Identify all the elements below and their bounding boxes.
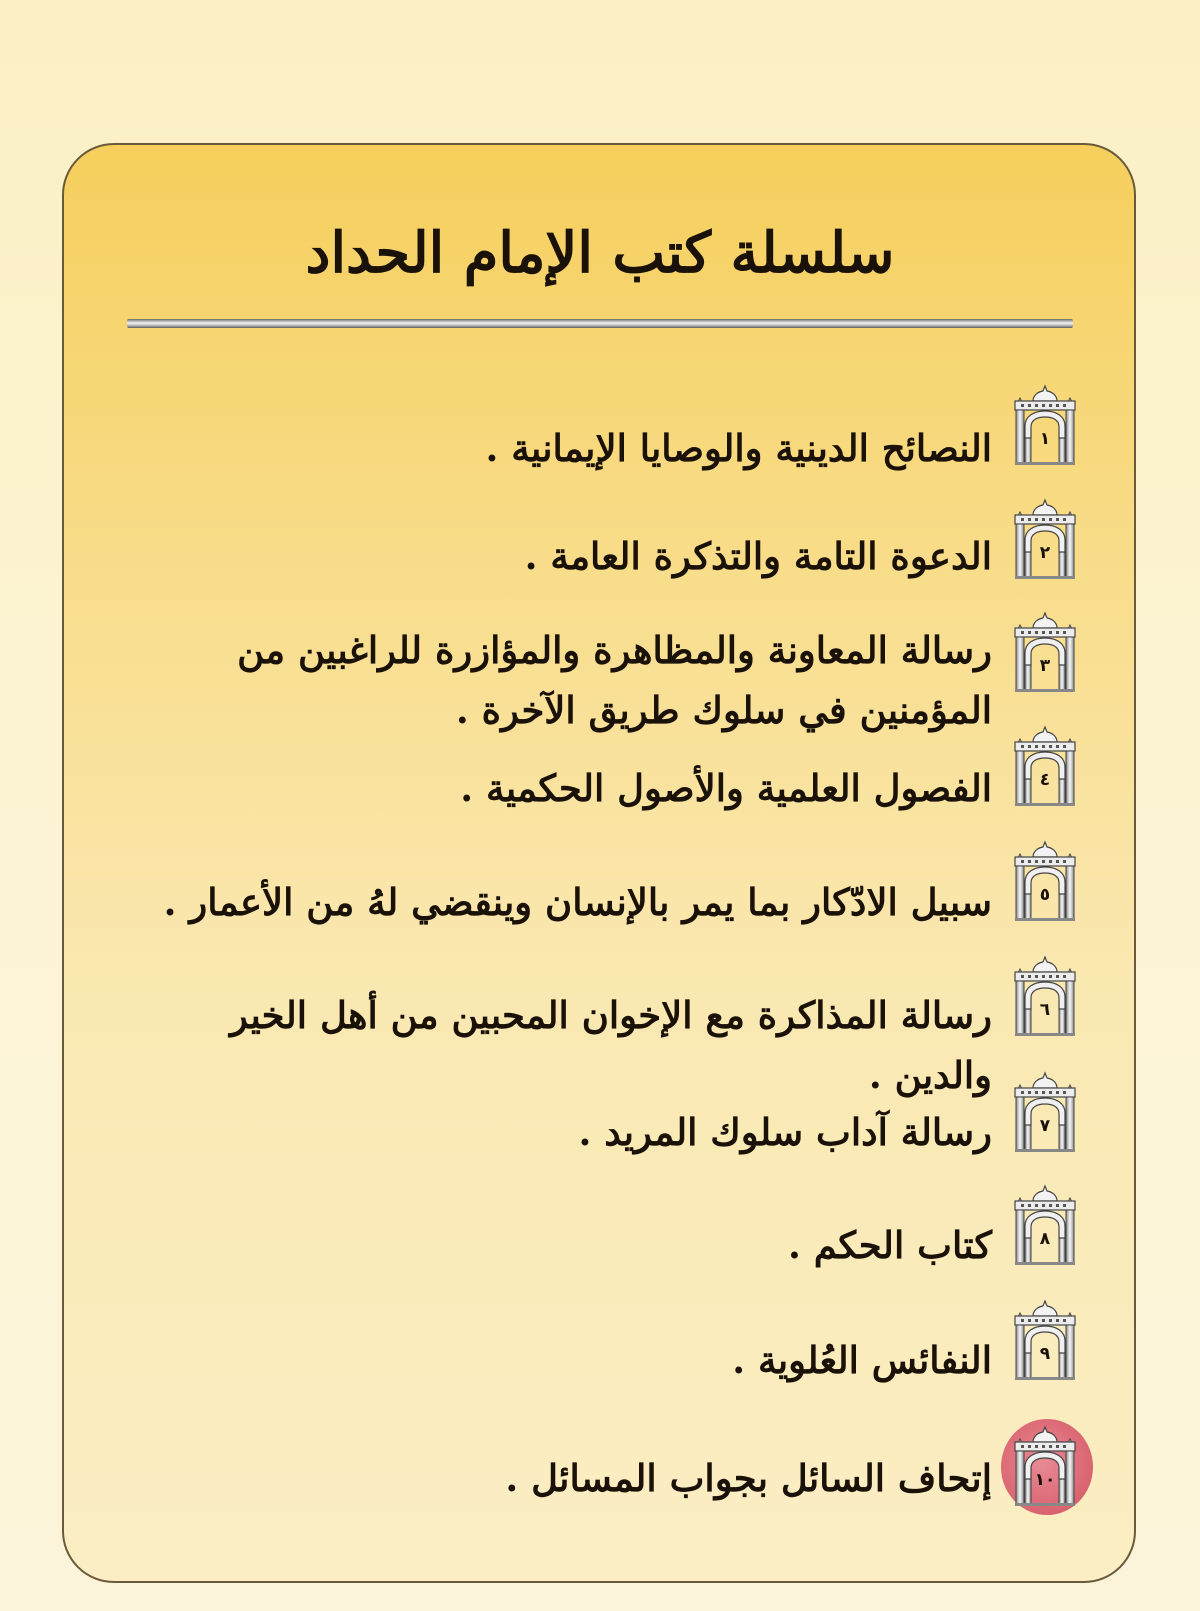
arch-gate-icon: [1012, 1182, 1078, 1266]
book-number: ١٠: [1034, 1470, 1056, 1490]
arch-gate-icon: [1012, 1069, 1078, 1153]
book-title: الدعوة التامة والتذكرة العامة .: [524, 534, 992, 578]
arch-gate-icon: [1012, 1297, 1078, 1381]
book-title: رسالة المعاونة والمظاهرة والمؤازرة للراغبين من المؤمنين في سلوك طريق الآخرة .: [237, 628, 992, 732]
book-title: رسالة المذاكرة مع الإخوان المحبين من أهل الخير والدين .: [230, 993, 992, 1097]
book-number: ٧: [1039, 1116, 1051, 1136]
arch-gate-icon: [1012, 723, 1078, 807]
book-title: كتاب الحكم .: [787, 1223, 992, 1267]
book-title: النصائح الدينية والوصايا الإيمانية .: [485, 426, 992, 470]
book-title: النفائس العُلوية .: [732, 1338, 992, 1382]
book-title: سبيل الادّكار بما يمر بالإنسان وينقضي لهُ من الأعمار .: [163, 880, 992, 924]
arch-gate-icon: [1012, 953, 1078, 1037]
arch-gate-icon: [1012, 838, 1078, 922]
title-divider: [127, 319, 1073, 328]
book-title: رسالة آداب سلوك المريد .: [578, 1110, 992, 1154]
arch-gate-icon: [1012, 609, 1078, 693]
book-number: ١: [1039, 429, 1051, 449]
book-number: ٢: [1039, 543, 1051, 563]
book-number: ٤: [1039, 770, 1051, 790]
arch-gate-icon: [1012, 496, 1078, 580]
book-title: إتحاف السائل بجواب المسائل .: [505, 1456, 992, 1500]
arch-gate-icon: [1012, 1423, 1078, 1507]
book-number: ٥: [1039, 885, 1051, 905]
page-title: سلسلة كتب الإمام الحداد: [305, 220, 895, 286]
book-number: ٩: [1039, 1344, 1051, 1364]
book-number: ٦: [1039, 1000, 1051, 1020]
book-title: الفصول العلمية والأصول الحكمية .: [460, 766, 992, 810]
book-number: ٣: [1039, 656, 1051, 676]
book-number: ٨: [1039, 1229, 1051, 1249]
arch-gate-icon: [1012, 382, 1078, 466]
